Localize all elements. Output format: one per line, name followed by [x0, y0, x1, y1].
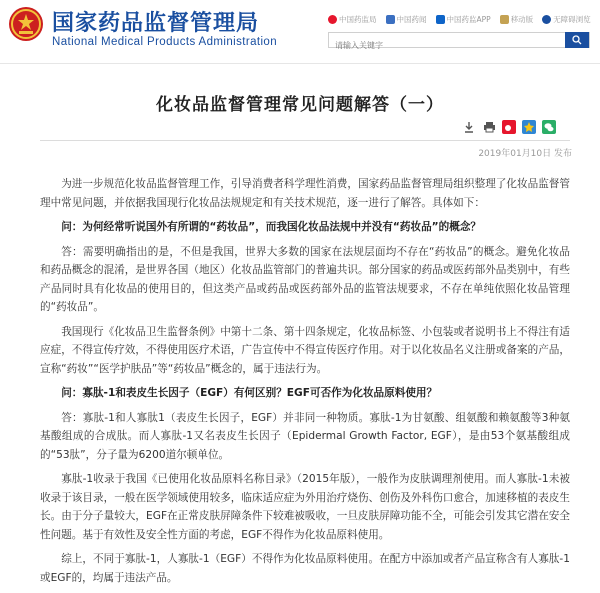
mobile-icon — [500, 15, 509, 24]
print-icon[interactable] — [482, 120, 496, 134]
article-tools — [462, 120, 556, 134]
weibo-icon — [328, 15, 337, 24]
search-input[interactable] — [329, 39, 557, 53]
accessibility-link[interactable]: 无障碍浏览 — [542, 14, 591, 25]
search-icon — [572, 35, 582, 45]
wechat-share-icon[interactable] — [542, 120, 556, 134]
title-divider — [40, 140, 570, 141]
site-header — [0, 0, 600, 64]
web-icon — [386, 15, 395, 24]
app-link[interactable]: 中国药监APP — [436, 14, 491, 25]
qzone-share-icon[interactable] — [522, 120, 536, 134]
accessibility-icon — [542, 15, 551, 24]
download-icon[interactable] — [462, 120, 476, 134]
answer-1-paragraph-1: 答：需要明确指出的是，不但是我国，世界大多数的国家在法规层面均不存在“药妆品”的概念。避免化妆品和药品概念的混淆，是世界各国（地区）化妆品监管部门的普遍共识。部分国家的药品或医药部外品类别中，有些产品同时具有化妆品的使用目的，但这类产品或药品或医药部外品的监管法规要求，不存在单纯依照化妆品管理的“药妆品”。 — [40, 245, 570, 313]
question-2: 问：寡肽-1和表皮生长因子（EGF）有何区别？EGF可否作为化妆品原料使用？ — [61, 387, 438, 399]
national-emblem-icon[interactable] — [8, 6, 44, 42]
publish-date: 2019年01月10日 发布 — [478, 149, 572, 159]
answer-2-paragraph-3: 综上，不同于寡肽-1，人寡肽-1（EGF）不得作为化妆品原料使用。在配方中添加或者产品宣称含有人寡肽-1或EGF的，均属于违法产品。 — [40, 553, 570, 584]
top-links — [328, 14, 596, 25]
article-title: 化妆品监督管理常见问题解答（一） — [156, 95, 444, 115]
site-name-en[interactable]: National Medical Products Administration — [52, 36, 278, 48]
news-link[interactable]: 中国药闻 — [386, 14, 427, 25]
answer-2-paragraph-2: 寡肽-1收录于我国《已使用化妆品原料名称目录》（2015年版），一般作为皮肤调理剂使用。而人寡肽-1未被收录于该目录，一般在医学领域使用较多，临床适应症为外用治疗烧伤、创伤及外科伤口愈合，加速移植的表皮生长。由于分子量较大，EGF在正常皮肤屏障条件下较难被吸收，一旦皮肤屏障功能不全，可能会引发其它潜在安全性问题。基于有效性及安全性方面的考虑，EGF不得作为化妆品原料使用。 — [40, 473, 570, 541]
intro-paragraph: 为进一步规范化妆品监督管理工作，引导消费者科学理性消费，国家药品监督管理局组织整理了化妆品监督管理中常见问题，并依据我国现行化妆品法规规定和有关技术规范，逐一进行了解答。具体如下： — [40, 178, 570, 209]
weibo-link[interactable]: 中国药监局 — [328, 14, 377, 25]
site-name-cn[interactable]: 国家药品监督管理局 — [52, 11, 260, 36]
article-body — [40, 175, 570, 593]
search-button[interactable] — [565, 32, 589, 48]
app-icon — [436, 15, 445, 24]
question-1: 问：为何经常听说国外有所谓的“药妆品”，而我国化妆品法规中并没有“药妆品”的概念？ — [61, 221, 482, 233]
mobile-link[interactable]: 移动版 — [500, 14, 534, 25]
search-box — [328, 32, 590, 48]
answer-2-paragraph-1: 答：寡肽-1和人寡肽1（表皮生长因子，EGF）并非同一种物质。寡肽-1为甘氨酸、组氨酸和赖氨酸等3种氨基酸组成的合成肽。而人寡肽-1又名表皮生长因子（Epidermal Growth Factor, EGF），是由53个氨基酸组成的“53肽”，分子量为6200道尔顿单位。 — [40, 411, 570, 461]
weibo-share-icon[interactable] — [502, 120, 516, 134]
answer-1-paragraph-2: 我国现行《化妆品卫生监督条例》中第十二条、第十四条规定，化妆品标签、小包装或者说明书上不得注有适应症，不得宣传疗效，不得使用医疗术语，广告宣传中不得宣传医疗作用。对于以化妆品名义注册或备案的产品，宣称“药妆”“医学护肤品”等“药妆品”概念的，属于违法行为。 — [40, 325, 570, 375]
